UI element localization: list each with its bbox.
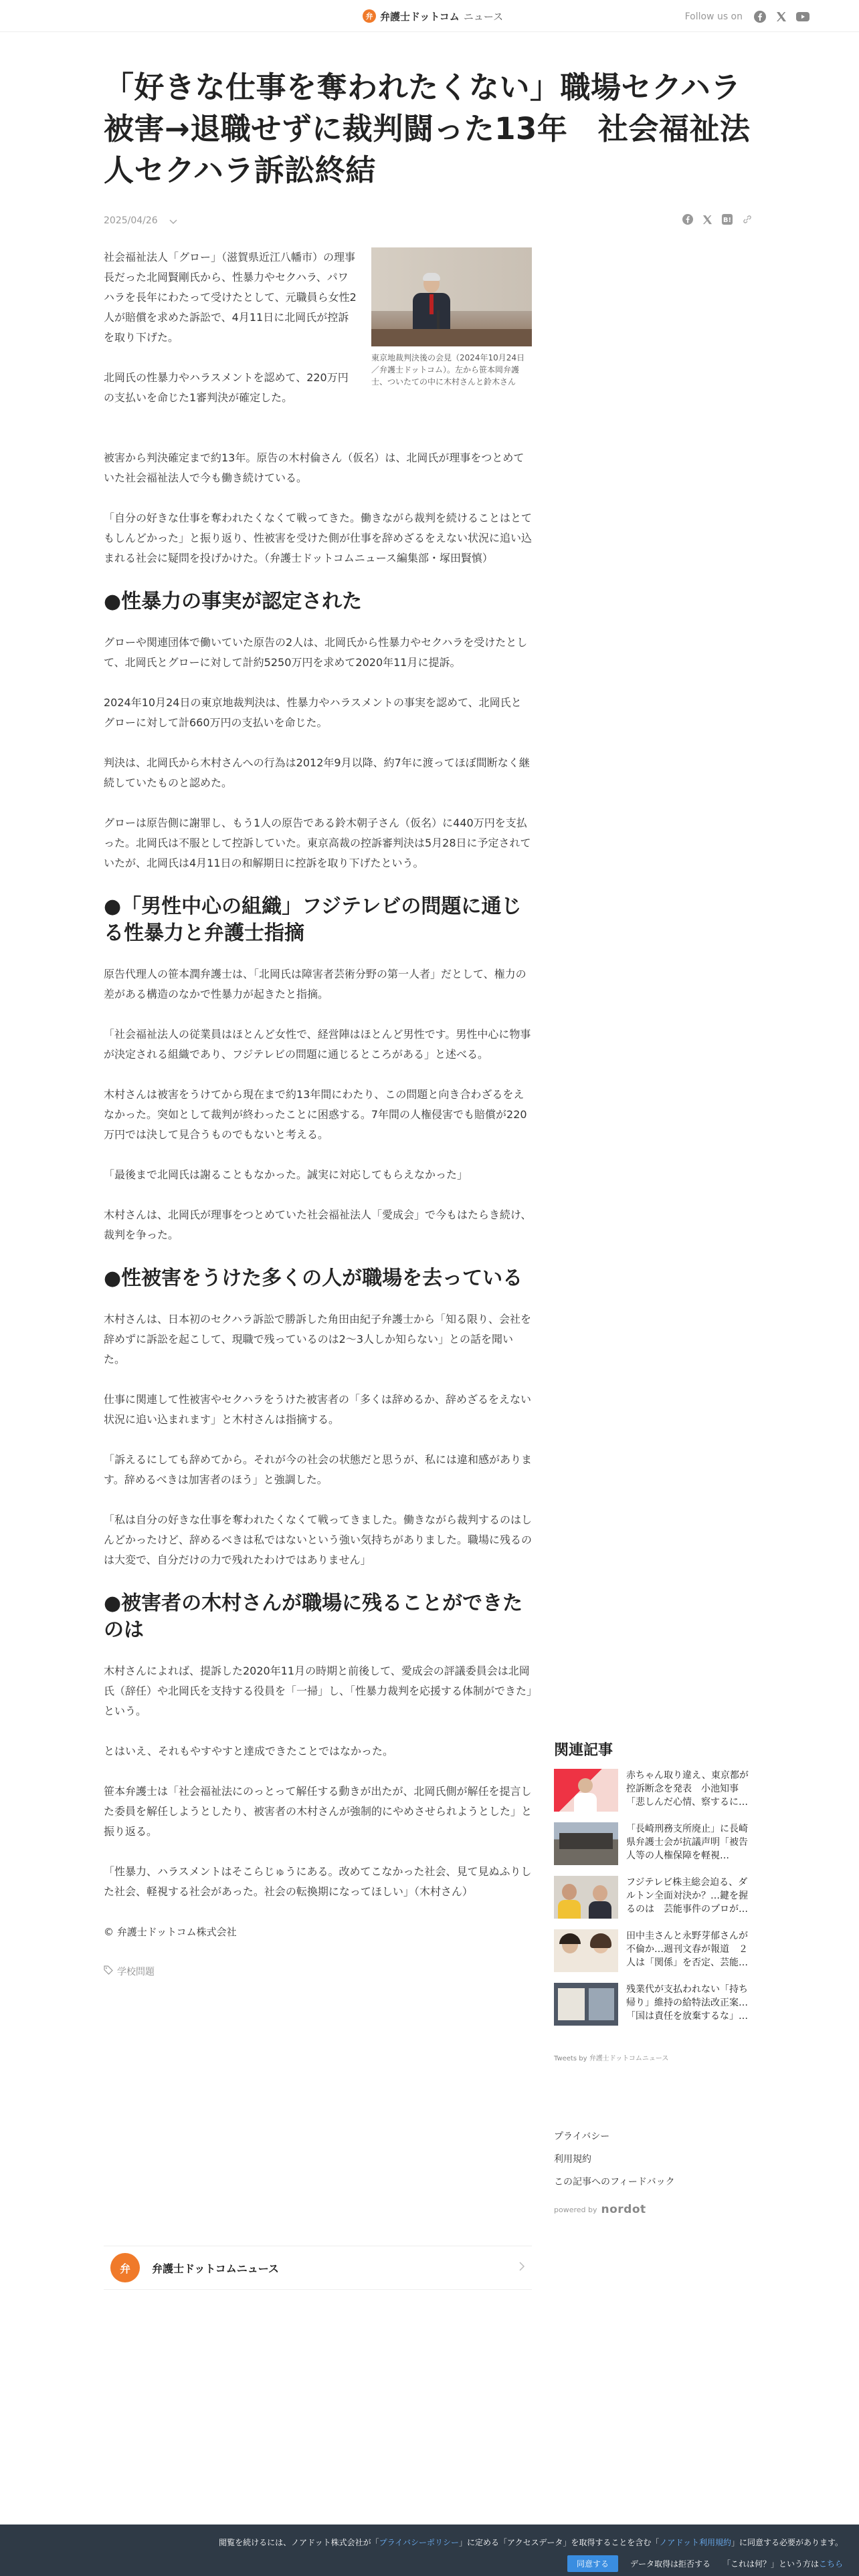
paragraph: グローや関連団体で働いていた原告の2人は、北岡氏から性暴力やセクハラを受けたとして、北岡氏とグローに対して計約5250万円を求めて2020年11月に提訴。	[104, 636, 528, 669]
footer-links	[554, 2129, 755, 2188]
paragraph: 「性暴力、ハラスメントはそこらじゅうにある。改めてこなかった社会、見て見ぬふりした社会、軽視する社会があった。社会の転換期になってほしい」（木村さん）	[104, 1865, 532, 1898]
paragraph: 木村さんによれば、提訴した2020年11月の時期と前後して、愛成会の評議委員会は北岡氏（辞任）や北岡氏を支持する役員を「一掃」し、「性暴力裁判を応援する体制ができた」という。	[104, 1665, 533, 1717]
related-thumbnail[interactable]	[554, 1983, 618, 2026]
paragraph: 2024年10月24日の東京地裁判決は、性暴力やハラスメントの事実を認めて、北岡氏とグローに対して計660万円の支払いを命じた。	[104, 696, 522, 729]
logo-mark-icon: 弁	[363, 9, 376, 23]
paragraph: 「社会福祉法人の従業員はほとんど女性で、経営陣はほとんど男性です。男性中心に物事が決定される組織であり、フジテレビの問題に通じるところがある」と述べる。	[104, 1028, 531, 1061]
related-thumbnail[interactable]	[554, 1929, 618, 1972]
paragraph: 「最後まで北岡氏は謝ることもなかった。誠実に対応してもらえなかった」	[104, 1168, 468, 1181]
paragraph: 木村さんは被害をうけてから現在まで約13年間にわたり、この問題と向き合わざるをえなかった。突如として裁判が終わったことに困惑する。7年間の人権侵害でも賠償が220万円では決して見合うものでもないと考える。	[104, 1088, 527, 1141]
logo-sub-text: ニュース	[463, 10, 504, 23]
site-header	[0, 0, 859, 32]
paragraph: 木村さんは、日本初のセクハラ訴訟で勝訴した角田由紀子弁護士から「知る限り、会社を辞めずに訴訟を起こして、現職で残っているのは2〜3人しか知らない」との話を聞いた。	[104, 1313, 532, 1366]
article-tag[interactable]	[104, 1962, 532, 1982]
related-articles-title: 関連記事	[554, 1742, 613, 1759]
related-article[interactable]	[554, 1983, 755, 2026]
paragraph: 「私は自分の好きな仕事を奪われたくなくて戦ってきました。働きながら裁判するのはしんどかったけど、辞めるべきは私ではないという強い気持ちがありました。職場に残るのは大変で、自分だけの力で残れたわけではありません」	[104, 1513, 533, 1566]
consent-text-c: 」に同意する必要があります。	[731, 2538, 843, 2547]
tag-label: 学校問題	[117, 1967, 155, 1977]
related-title: 「長崎刑務支所廃止」に長崎県弁護士会が抗議声明「被告人等の人権保障を軽視…	[626, 1824, 748, 1861]
article-title: 「好きな仕事を奪われたくない」職場セクハラ被害→退職せずに裁判闘った13年 社会福祉法人セクハラ訴訟終結	[104, 70, 751, 188]
sidebar	[554, 1739, 755, 2216]
article-body	[104, 247, 532, 1982]
paragraph: 木村さんは、北岡氏が理事をつとめていた社会福祉法人「愛成会」で今もはたらき続け、裁判を争った。	[104, 1208, 532, 1241]
related-title: 赤ちゃん取り違え、東京都が控訴断念を発表 小池知事「悲しんだ心情、察するに…	[626, 1770, 749, 1808]
paragraph: 笹本弁護士は「社会福祉法にのっとって解任する動きが出たが、北岡氏側が解任を提言した委員を解任しようとしたり、被害者の木村さんが強制的にやめさせられようとした」と振り返る。	[104, 1785, 533, 1838]
chevron-right-icon	[518, 2261, 525, 2275]
paragraph: グローは原告側に謝罪し、もう1人の原告である鈴木朝子さん（仮名）に440万円を支払った。北岡氏は不服として控訴していた。東京高裁の控訴審判決は5月28日に予定されていたが、北岡氏は4月11日の和解期日に控訴を取り下げたという。	[104, 817, 531, 869]
powered-by[interactable]	[554, 2203, 755, 2216]
consent-text-a: 閲覧を続けるには、ノアドット株式会社が「	[219, 2538, 379, 2547]
what-is-this-link[interactable]: こちら	[818, 2559, 843, 2569]
svg-text:B!: B!	[723, 217, 732, 224]
terms-link[interactable]: 利用規約	[554, 2154, 591, 2165]
publisher-name: 弁護士ドットコムニュース	[152, 2262, 279, 2275]
share-buttons	[682, 214, 753, 227]
source-publisher-link[interactable]	[104, 2246, 532, 2290]
follow-label: Follow us on	[684, 11, 743, 22]
nordot-logo: nordot	[601, 2203, 646, 2216]
terms-of-use-link[interactable]: ノアドット利用規約	[659, 2538, 731, 2547]
related-article[interactable]	[554, 1769, 755, 1812]
paragraph: 「自分の好きな仕事を奪われたくなくて戦ってきた。働きながら裁判を続けることはとてもしんどかった」と振り返り、性被害を受けた側が仕事を辞めざるをえない状況に追い込まれる社会に疑問を投げかけた。（弁護士ドットコムニュース編集部・塚田賢慎）	[104, 512, 533, 564]
copy-link-icon[interactable]	[742, 214, 753, 227]
related-title: フジテレビ株主総会迫る、ダルトン全面対決か？…鍵を握るのは 芸能事件のプロが…	[626, 1877, 748, 1915]
paragraph: 被害から判決確定まで約13年。原告の木村倫さん（仮名）は、北岡氏が理事をつとめていた社会福祉法人で今も働き続けている。	[104, 451, 524, 484]
agree-button[interactable]: 同意する	[567, 2555, 618, 2572]
section-heading: ●被害者の木村さんが職場に残ることができたのは	[104, 1592, 523, 1642]
opt-out-button[interactable]: データ取得は拒否する	[630, 2559, 710, 2569]
feedback-link[interactable]: この記事へのフィードバック	[554, 2177, 675, 2187]
paragraph: 仕事に関連して性被害やセクハラをうけた被害者の「多くは辞めるか、辞めざるをえない状況に追い込まれます」と木村さんは指摘する。	[104, 1393, 532, 1426]
related-article[interactable]	[554, 1876, 755, 1919]
share-hatena-icon[interactable]	[722, 214, 733, 227]
what-is-this-text: 「これは何？」という方は	[722, 2559, 819, 2569]
publisher-logo: 弁	[110, 2253, 140, 2282]
tag-icon	[104, 1962, 113, 1982]
paragraph: とはいえ、それもやすやすと達成できたことではなかった。	[104, 1745, 393, 1757]
related-thumbnail[interactable]	[554, 1822, 618, 1865]
publish-date: 2025/04/26	[104, 215, 158, 226]
privacy-link[interactable]: プライバシー	[554, 2131, 610, 2142]
share-facebook-icon[interactable]	[682, 214, 693, 227]
press-conference-photo[interactable]	[371, 247, 532, 346]
section-heading: ●「男性中心の組織」フジテレビの問題に通じる性暴力と弁護士指摘	[104, 895, 522, 945]
paragraph: 北岡氏の性暴力やハラスメントを認めて、220万円の支払いを命じた1審判決が確定した。	[104, 371, 349, 404]
consent-text-b: 」に定める「アクセスデータ」を取得することを含む「	[459, 2538, 660, 2547]
tweets-credit[interactable]: Tweets by 弁護士ドットコムニュース	[554, 2055, 669, 2062]
lead-section	[104, 247, 532, 448]
section-heading: ●性被害をうけた多くの人が職場を去っている	[104, 1267, 523, 1290]
related-article[interactable]	[554, 1929, 755, 1972]
powered-by-label: powered by	[554, 2205, 597, 2214]
related-title: 田中圭さんと永野芽郁さんが不倫か…週刊文春が報道 ２人は「関係」を否定、芸能…	[626, 1931, 748, 1968]
paragraph: 原告代理人の笹本潤弁護士は、「北岡氏は障害者芸術分野の第一人者」だとして、権力の差がある構造のなかで性暴力が起きたと指摘。	[104, 968, 527, 1000]
consent-banner	[0, 2525, 859, 2576]
photo-caption: 東京地裁判決後の会見（2024年10月24日／弁護士ドットコム）。左から笹本岡弁護士、ついたての中に木村さんと鈴木さん	[371, 353, 525, 387]
lead-figure	[371, 247, 532, 388]
related-article[interactable]	[554, 1822, 755, 1865]
chevron-down-icon[interactable]	[169, 216, 178, 225]
related-thumbnail[interactable]	[554, 1876, 618, 1919]
facebook-icon[interactable]	[753, 10, 767, 23]
section-heading: ●性暴力の事実が認定された	[104, 590, 363, 613]
copyright: © 弁護士ドットコム株式会社	[104, 1926, 237, 1938]
share-x-icon[interactable]	[702, 215, 712, 227]
paragraph: 「訴えるにしても辞めてから。それが今の社会の状態だと思うが、私には違和感があります。辞めるべきは加害者のほう」と強調した。	[104, 1453, 533, 1486]
site-logo[interactable]	[363, 8, 503, 24]
paragraph: 判決は、北岡氏から木村さんへの行為は2012年9月以降、約7年に渡ってほぼ間断なく継続していたものと認めた。	[104, 756, 530, 789]
logo-main-text: 弁護士ドットコム	[380, 10, 460, 23]
consent-actions	[567, 2555, 843, 2572]
related-thumbnail[interactable]	[554, 1769, 618, 1812]
what-is-this	[723, 2558, 843, 2569]
youtube-icon[interactable]	[796, 10, 809, 23]
privacy-policy-link[interactable]: プライバシーポリシー	[379, 2538, 460, 2547]
x-twitter-icon[interactable]	[775, 10, 788, 23]
follow-us	[685, 10, 809, 23]
paragraph: 社会福祉法人「グロー」（滋賀県近江八幡市）の理事長だった北岡賢剛氏から、性暴力やセクハラ、パワハラを長年にわたって受けたとして、元職員ら女性2人が賠償を求めた訴訟で、4月11日に北岡氏が控訴を取り下げた。	[104, 251, 357, 344]
related-title: 残業代が支払われない「持ち帰り」維持の給特法改正案…「国は責任を放棄するな」…	[626, 1984, 748, 2022]
consent-text	[219, 2537, 843, 2548]
article-meta	[104, 213, 753, 229]
